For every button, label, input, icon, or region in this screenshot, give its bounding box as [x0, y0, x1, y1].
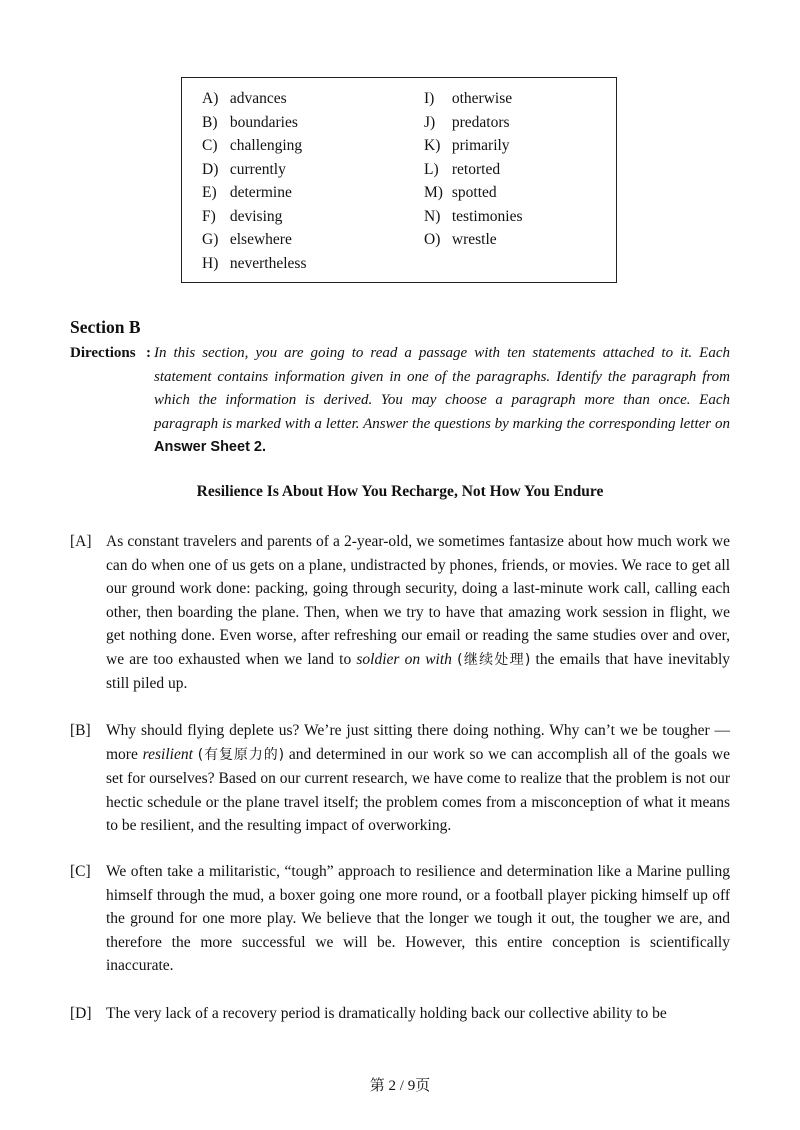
- paragraph-d: [70, 1002, 730, 1026]
- paragraph-text: Why should flying deplete us? We’re just sitting there doing nothing. Why can’t we be tougher — more resilient (有复原力的) and determined in our work so we can accomplish all of the goals we set for ourselves? Based on our current research, we have come to realize that the problem is not our hectic schedule or the plane travel itself; the problem comes from a misconception of what it means to be resilient, and the resulting impact of overworking.: [106, 722, 730, 834]
- answer-sheet-label: Answer Sheet 2.: [154, 439, 267, 455]
- word-option: C) challenging: [202, 137, 303, 154]
- word-option: N) testimonies: [424, 207, 523, 225]
- word-option: I) otherwise: [424, 90, 513, 107]
- word-option: O) wrestle: [424, 231, 497, 248]
- word-option: B) boundaries: [202, 113, 298, 131]
- passage-title: Resilience Is About How You Recharge, Not How You Endure: [196, 483, 604, 500]
- page-number: 第 2 / 9页: [369, 1078, 431, 1094]
- word-bank-right-column: [424, 87, 522, 252]
- paragraph-label: [C]: [70, 863, 91, 880]
- word-option: M) spotted: [424, 184, 497, 201]
- word-option: F) devising: [202, 207, 283, 225]
- paragraph-c: [70, 860, 730, 978]
- directions-colon: :: [146, 345, 151, 361]
- word-bank-left-column: [202, 87, 306, 275]
- paragraph-label: [A]: [70, 533, 92, 550]
- word-option: K) primarily: [424, 137, 510, 154]
- paragraph-a: [70, 530, 730, 696]
- word-option: E) determine: [202, 184, 292, 201]
- directions-label: Directions: [70, 345, 136, 361]
- paragraph-text: The very lack of a recovery period is dramatically holding back our collective ability to be: [106, 1005, 667, 1022]
- word-option: H) nevertheless: [202, 254, 307, 272]
- paragraph-label: [D]: [70, 1005, 92, 1022]
- paragraph-text: As constant travelers and parents of a 2-year-old, we sometimes fantasize about how much work we can do when one of us gets on a plane, undistracted by phones, friends, or movies. We race to get all our ground work done: packing, going through security, doing a last-minute work call, calling each other, then boarding the plane. Then, when we try to have that amazing work session in flight, we get nothing done. Even worse, after refreshing our email or reading the same studies over and over, we are too exhausted when we land to soldier on with (继续处理) the emails that have inevitably still piled up.: [106, 533, 730, 692]
- word-bank-box: [181, 77, 617, 283]
- word-option: A) advances: [202, 90, 287, 107]
- word-option: D) currently: [202, 160, 286, 178]
- directions: [70, 342, 730, 460]
- section-title: Section B: [70, 317, 141, 337]
- paragraph-b: [70, 719, 730, 838]
- word-option: G) elsewhere: [202, 231, 292, 248]
- directions-text: In this section, you are going to read a passage with ten statements attached to it. Each statement contains information given in one of the paragraphs. Identify the paragraph from which the information is derived. You may choose a paragraph more than once. Each paragraph is marked with a letter. Answer the questions by marking the corresponding letter on Answer Sheet 2.: [154, 345, 730, 455]
- word-option: L) retorted: [424, 160, 501, 178]
- word-option: J) predators: [424, 113, 510, 131]
- paragraph-text: We often take a militaristic, “tough” approach to resilience and determination like a Marine pulling himself through the mud, a boxer going one more round, or a football player picking himself up off the ground for one more play. We believe that the longer we tough it out, the tougher we are, and therefore the more successful we will be. However, this entire conception is scientifically inaccurate.: [106, 863, 730, 974]
- paragraph-label: [B]: [70, 722, 91, 739]
